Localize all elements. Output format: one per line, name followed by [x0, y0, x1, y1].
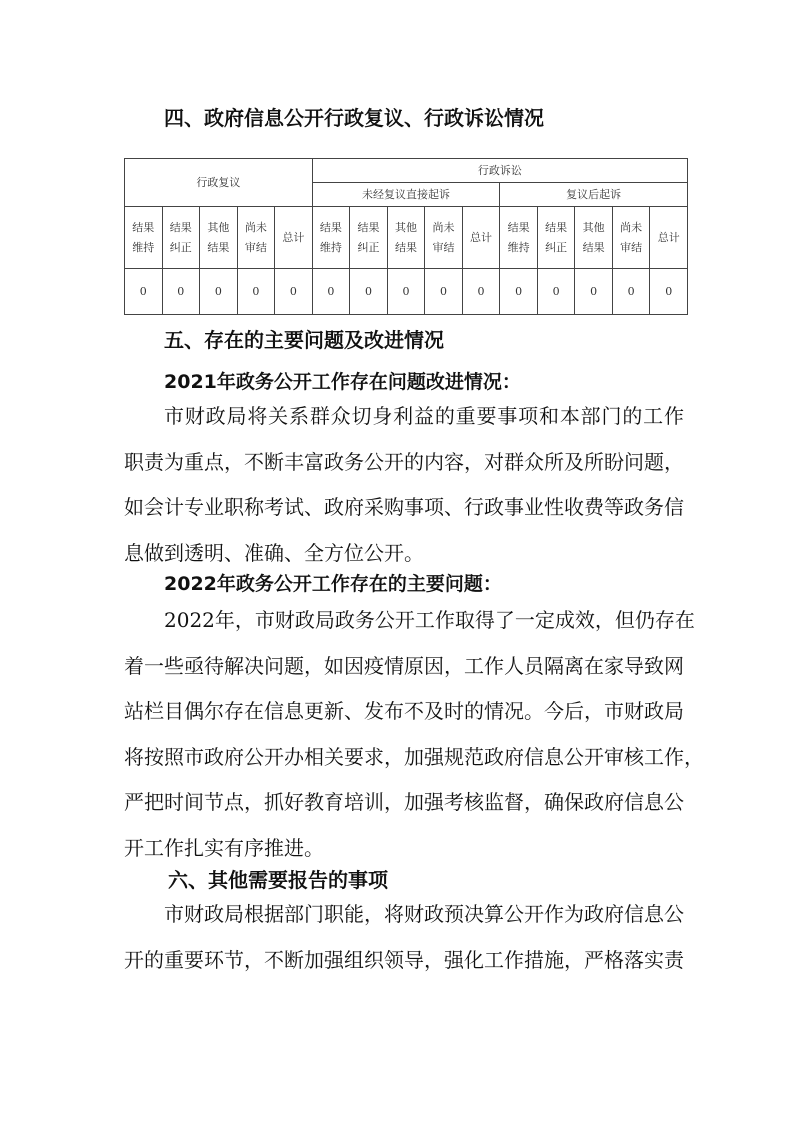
table-cell: 0	[162, 269, 200, 315]
table-cell: 0	[387, 269, 425, 315]
text-line: 严把时间节点，抓好教育培训，加强考核监督，确保政府信息公	[124, 790, 684, 814]
text-line: 着一些亟待解决问题，如因疫情原因，工作人员隔离在家导致网	[124, 653, 684, 678]
table-sub-after: 复议后起诉	[500, 183, 688, 207]
col-header: 尚未 审结	[612, 207, 650, 269]
text-line: 开的重要环节，不断加强组织领导，强化工作措施，严格落实责	[124, 947, 684, 972]
text-line: 开工作扎实有序推进。	[124, 835, 324, 860]
col-header: 总计	[275, 207, 313, 269]
subheading-2022: 2022年政务公开工作存在的主要问题：	[164, 573, 502, 595]
table-cell: 0	[650, 269, 688, 315]
col-header: 总计	[462, 207, 500, 269]
col-header: 结果 维持	[125, 207, 163, 269]
table-group-review: 行政复议	[125, 159, 313, 207]
col-header: 总计	[650, 207, 688, 269]
col-header: 其他 结果	[387, 207, 425, 269]
text-line: 职责为重点，不断丰富政务公开的内容，对群众所及所盼问题，	[124, 449, 684, 474]
col-header: 结果 维持	[312, 207, 350, 269]
table-column-header-row	[125, 207, 688, 269]
text-line: 2022年，市财政局政务公开工作取得了一定成效，但仍存在	[164, 608, 695, 632]
col-header: 其他 结果	[575, 207, 613, 269]
table-cell: 0	[125, 269, 163, 315]
col-header: 结果 纠正	[350, 207, 388, 269]
table-sub-direct: 未经复议直接起诉	[312, 183, 500, 207]
section-4-heading: 四、政府信息公开行政复议、行政诉讼情况	[164, 106, 544, 130]
text-line: 市财政局根据部门职能，将财政预决算公开作为政府信息公	[164, 902, 684, 926]
table-cell: 0	[200, 269, 238, 315]
text-line: 市财政局将关系群众切身利益的重要事项和本部门的工作	[164, 404, 684, 428]
paragraph-section-6	[124, 892, 684, 983]
table-cell: 0	[612, 269, 650, 315]
col-header: 尚未 审结	[425, 207, 463, 269]
table-cell: 0	[312, 269, 350, 315]
col-header: 其他 结果	[200, 207, 238, 269]
section-5-heading: 五、存在的主要问题及改进情况	[164, 328, 444, 352]
table-cell: 0	[425, 269, 463, 315]
col-header: 结果 纠正	[162, 207, 200, 269]
text-line: 站栏目偶尔存在信息更新、发布不及时的情况。今后，市财政局	[124, 699, 684, 723]
table-cell: 0	[275, 269, 313, 315]
table-cell: 0	[237, 269, 275, 315]
text-line: 将按照市政府公开办相关要求，加强规范政府信息公开审核工作，	[124, 744, 704, 769]
col-header: 尚未 审结	[237, 207, 275, 269]
subheading-2021: 2021年政务公开工作存在问题改进情况：	[164, 371, 521, 393]
table-cell: 0	[575, 269, 613, 315]
paragraph-2022	[124, 598, 704, 871]
table-cell: 0	[462, 269, 500, 315]
table-cell: 0	[350, 269, 388, 315]
table-cell: 0	[537, 269, 575, 315]
table-group-litigation: 行政诉讼	[312, 159, 687, 183]
col-header: 结果 维持	[500, 207, 538, 269]
review-litigation-table	[124, 158, 688, 315]
col-header: 结果 纠正	[537, 207, 575, 269]
text-line: 如会计专业职称考试、政府采购事项、行政事业性收费等政务信	[124, 495, 684, 519]
paragraph-2021	[124, 394, 684, 576]
text-line: 息做到透明、准确、全方位公开。	[124, 540, 424, 565]
table-value-row	[125, 269, 688, 315]
section-6-heading: 六、其他需要报告的事项	[168, 868, 388, 892]
table-cell: 0	[500, 269, 538, 315]
